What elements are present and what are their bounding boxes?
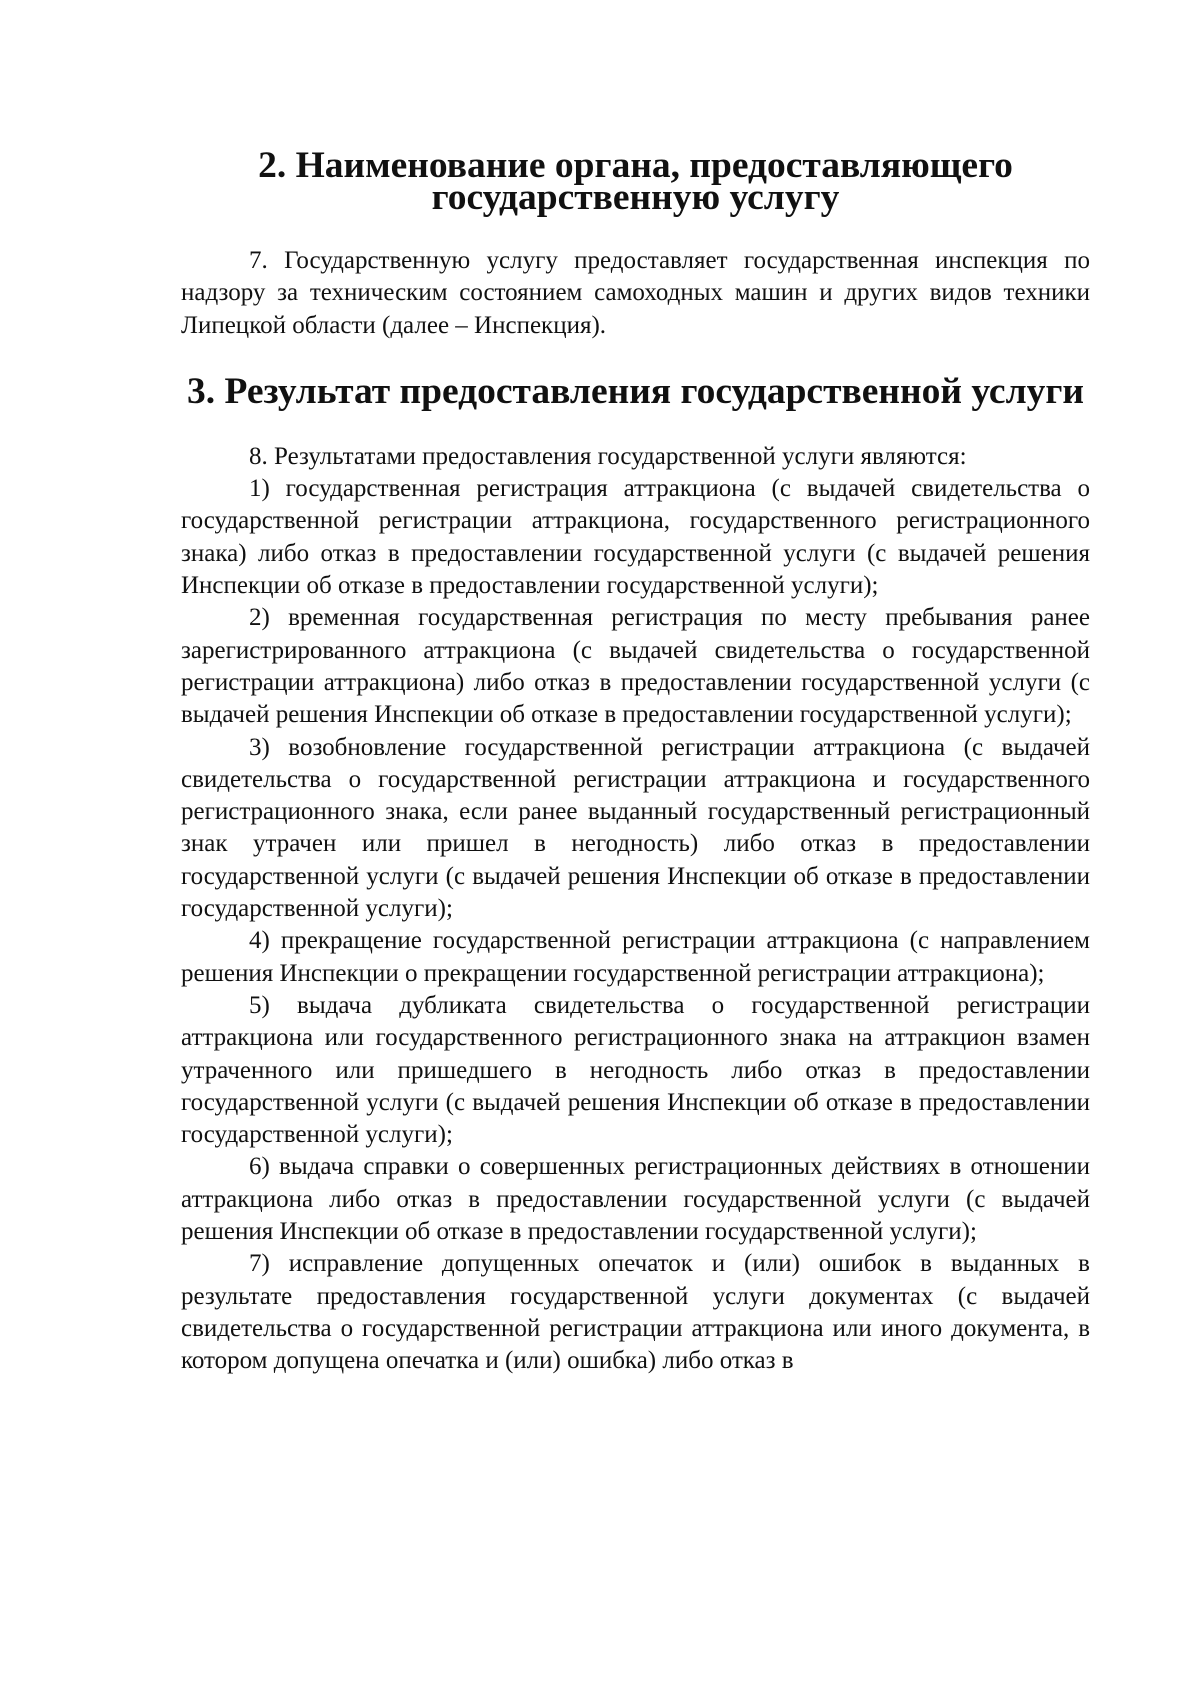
result-item-4: 4) прекращение государственной регистрации аттракциона (с направлением решения Инспекции о прекращении государственной регистрации аттракциона); — [181, 927, 1090, 987]
result-item-7: 7) исправление допущенных опечаток и (или) ошибок в выданных в результате предоставления государственной услуги документах (с выдачей свидетельства о государственной регистрации аттракциона или иного документа, в котором допущена опечатка и (или) ошибка) либо отказ в — [181, 1250, 1090, 1375]
result-item-5: 5) выдача дубликата свидетельства о государственной регистрации аттракциона или государственного регистрационного знака на аттракцион взамен утраченного или пришедшего в негодность либо отказ в предоставлении государственной услуги (с выдачей решения Инспекции об отказе в предоставлении государственной услуги); — [181, 991, 1090, 1149]
paragraph-7: 7. Государственную услугу предоставляет государственная инспекция по надзору за техническим состоянием самоходных машин и других видов техники Липецкой области (далее – Инспекция). — [181, 247, 1090, 339]
result-item-2: 2) временная государственная регистрация по месту пребывания ранее зарегистрированного аттракциона (с выдачей свидетельства о государственной регистрации аттракциона) либо отказ в предоставлении государственной услуги (с выдачей решения Инспекции об отказе в предоставлении государственной услуги); — [181, 604, 1090, 729]
result-item-1: 1) государственная регистрация аттракциона (с выдачей свидетельства о государственной регистрации аттракциона, государственного регистрационного знака) либо отказ в предоставлении государственной услуги (с выдачей решения Инспекции об отказе в предоставлении государственной услуги); — [181, 475, 1090, 600]
page-content — [181, 145, 1090, 1378]
result-item-6: 6) выдача справки о совершенных регистрационных действиях в отношении аттракциона либо отказ в предоставлении государственной услуги (с выдачей решения Инспекции об отказе в предоставлении государственной услуги); — [181, 1153, 1090, 1246]
result-item-3: 3) возобновление государственной регистрации аттракциона (с выдачей свидетельства о государственной регистрации аттракциона и государственного регистрационного знака, если ранее выданный государственный регистрационный знак утрачен или пришел в негодность) либо отказ в предоставлении государственной услуги (с выдачей решения Инспекции об отказе в предоставлении государственной услуги); — [181, 733, 1090, 923]
paragraph-8-intro: 8. Результатами предоставления государственной услуги являются: — [249, 442, 967, 470]
section-2-heading: 2. Наименование органа, предоставляющего государственную услугу — [258, 145, 1013, 218]
section-3-heading: 3. Результат предоставления государственной услуги — [187, 370, 1084, 412]
